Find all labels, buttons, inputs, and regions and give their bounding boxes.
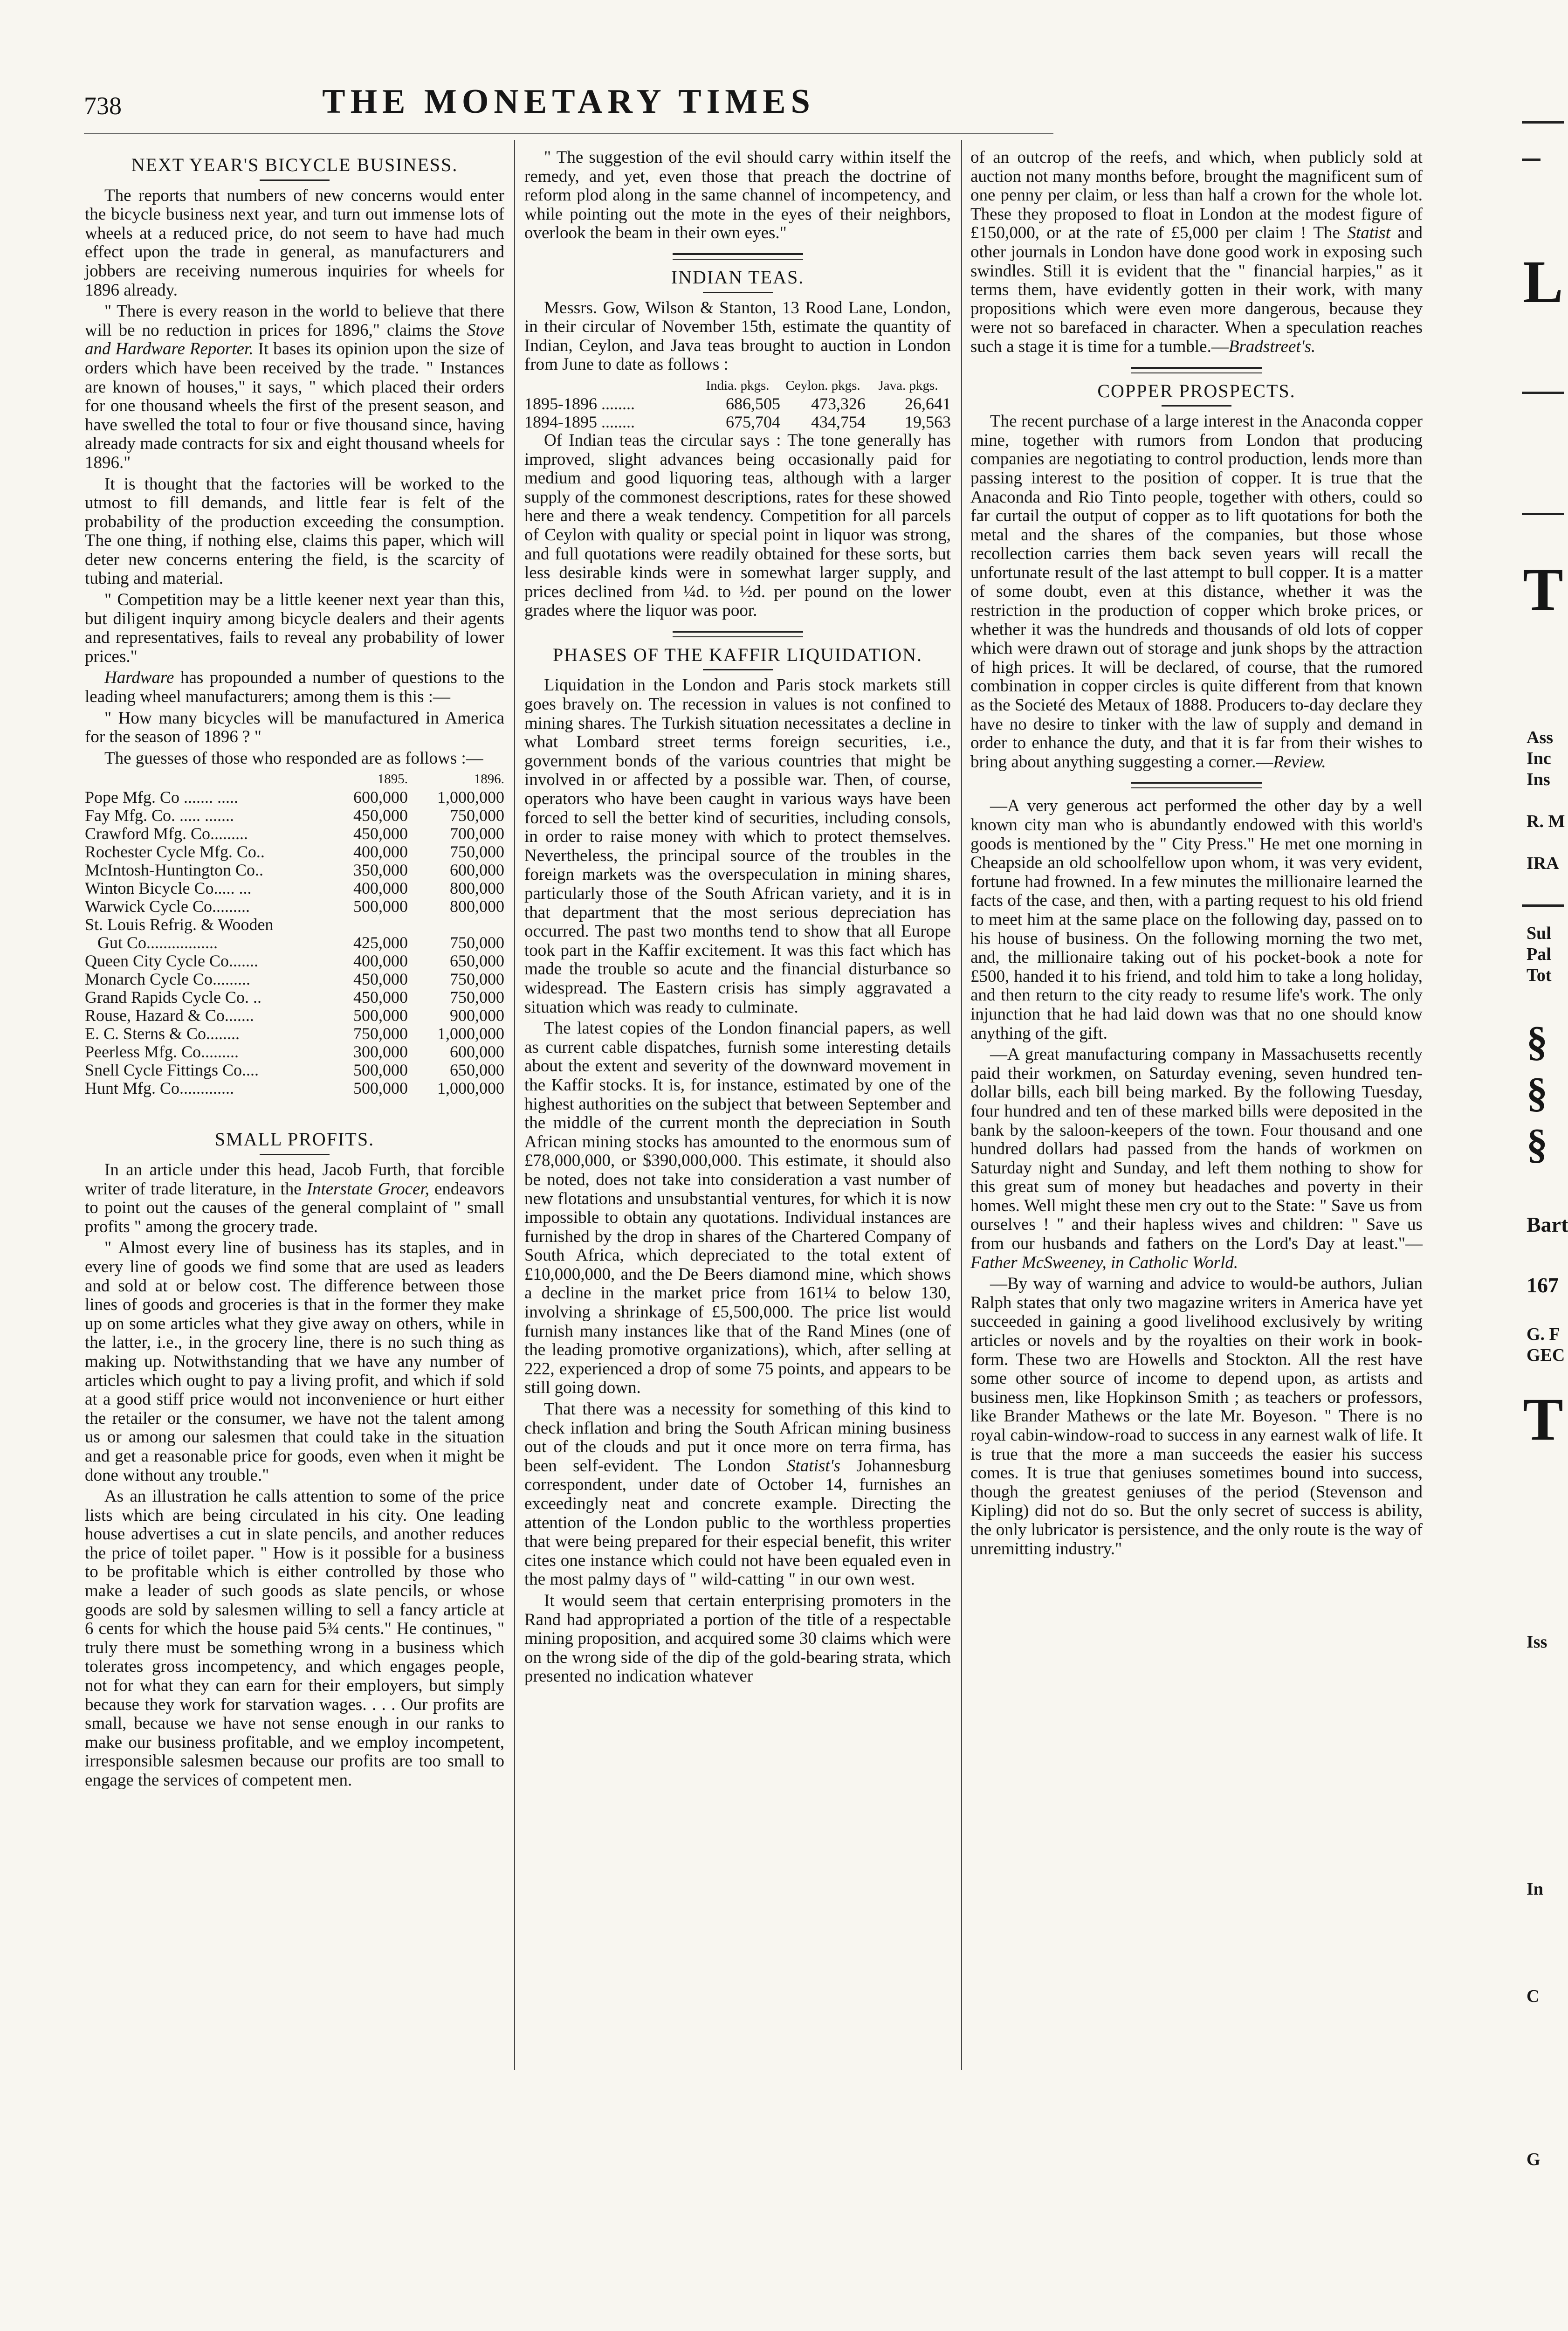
section-divider (1131, 782, 1262, 788)
paragraph: " There is every reason in the world to believe that there will be no reduction in prices for 1896," claims the Stove and Hardware Reporter. It bases its opinion upon the size of orders which have been received by the trade. " Instances are known of houses," it says, " which placed their orders for one thousand wheels the first of the present season, and have swelled the total to four or five thousand since, having already made contracts for six and eight thousand wheels for 1896." (85, 302, 504, 472)
row-label: McIntosh-Huntington Co.. (85, 861, 263, 880)
paragraph: " Competition may be a little keener next year than this, but diligent inquiry among bicycle dealers and their agents and representatives, fails to reveal any probability of lower prices." (85, 590, 504, 666)
table-row (85, 788, 504, 807)
column-divider (961, 140, 962, 2070)
column-2 (524, 148, 951, 1689)
bicycle-article-title: NEXT YEAR'S BICYCLE BUSINESS. (131, 154, 458, 175)
row-label: Peerless Mfg. Co......... (85, 1042, 239, 1062)
cell-value: 350,000 (353, 861, 408, 880)
row-label: 1895-1896 ........ (524, 394, 635, 413)
ornament-icon: § (1527, 1070, 1547, 1116)
cell-value: 650,000 (450, 1061, 504, 1080)
table-row (85, 807, 504, 825)
indian-teas-title: INDIAN TEAS. (671, 266, 805, 288)
row-label: Crawford Mfg. Co......... (85, 824, 248, 843)
cell-value: 900,000 (450, 1006, 504, 1025)
table-row (85, 843, 504, 861)
adjacent-fragment: GEC (1527, 1345, 1565, 1365)
adjacent-fragment: Iss (1527, 1632, 1547, 1652)
adjacent-fragment: Pal (1527, 945, 1551, 964)
cell-value: 750,000 (450, 842, 504, 862)
paragraph: " How many bicycles will be manufactured in America for the season of 1896 ? " (85, 708, 504, 747)
paragraph: Messrs. Gow, Wilson & Stanton, 13 Rood Lane, London, in their circular of November 15th, estimate the quantity of Indian, Ceylon, and Java teas brought to auction in London from June to date as follows : (524, 298, 951, 374)
bicycle-estimates-table (85, 770, 504, 1097)
adjacent-fragment: Bart (1527, 1213, 1568, 1236)
row-label: Winton Bicycle Co..... ... (85, 879, 252, 898)
ornament-icon: § (1527, 1121, 1547, 1167)
title-rule (703, 669, 773, 670)
row-label: 1894-1895 ........ (524, 412, 635, 431)
table-row (85, 934, 504, 952)
ornament-icon: § (1527, 1019, 1547, 1065)
cell-value: 1,000,000 (437, 1024, 504, 1043)
cell-value: 686,505 (726, 394, 780, 413)
cell-value: 400,000 (353, 842, 408, 862)
column-3 (970, 148, 1423, 1561)
cell-value: 450,000 (353, 970, 408, 989)
table-row (85, 1025, 504, 1043)
adjacent-fragment: Tot (1527, 966, 1552, 985)
row-label: Warwick Cycle Co......... (85, 897, 250, 916)
cell-value: 1,000,000 (437, 1079, 504, 1098)
adjacent-fragment: R. M (1527, 812, 1565, 831)
paragraph: In an article under this head, Jacob Furth, that forcible writer of trade literature, in the Interstate Grocer, endeavors to point out the causes of the general complaint of " small profits " among the grocery trade. (85, 1160, 504, 1236)
cell-value: 500,000 (353, 1061, 408, 1080)
small-profits-title: SMALL PROFITS. (214, 1129, 375, 1150)
cell-value: 750,000 (450, 933, 504, 952)
table-row (85, 897, 504, 916)
row-label: Snell Cycle Fittings Co.... (85, 1061, 259, 1080)
cell-value: 800,000 (450, 879, 504, 898)
row-label: Rouse, Hazard & Co....... (85, 1006, 254, 1025)
paragraph: Hardware has propounded a number of questions to the leading wheel manufacturers; among them is this :— (85, 668, 504, 707)
table-row (85, 970, 504, 988)
column-1 (85, 148, 504, 1793)
section-divider (673, 631, 803, 637)
cell-value: 450,000 (353, 988, 408, 1007)
cell-value: 450,000 (353, 806, 408, 825)
cell-value: 750,000 (450, 806, 504, 825)
table-header: Ceylon. pkgs. (785, 378, 860, 393)
table-row (85, 952, 504, 970)
table-row (85, 825, 504, 843)
adjacent-fragment: In (1527, 1879, 1543, 1899)
cell-value: 500,000 (353, 1079, 408, 1098)
adjacent-fragment: G. F (1527, 1324, 1560, 1344)
adjacent-page-fragment (1517, 84, 1568, 2322)
tea-auction-table (524, 377, 951, 431)
paragraph: The guesses of those who responded are as follows :— (104, 748, 483, 768)
cell-value: 400,000 (353, 952, 408, 971)
adjacent-fragment: Inc (1527, 749, 1551, 768)
adjacent-fragment: Ins (1527, 770, 1550, 789)
cell-value: 425,000 (353, 933, 408, 952)
row-label: Grand Rapids Cycle Co. .. (85, 988, 261, 1007)
title-rule (1162, 405, 1231, 407)
paragraph: —A great manufacturing company in Massachusetts recently paid their workmen, on Saturday evening, seven hundred ten-dollar bills, each bill being marked. By the following Tuesday, four hundred and ten of these marked bills were deposited in the bank by the saloon-keepers of the town. Four thousand and one hundred dollars had passed from the hands of workmen on Saturday night and Sunday, and left them nothing to show for this great sum of money but headaches and poverty in their homes. Well might these men cry out to the State: " Save us from ourselves ! " and their hapless wives and children: " Save us from our husbands and fathers on the Lord's Day at least."—Father McSweeney, in Catholic World. (970, 1045, 1423, 1272)
cell-value: 750,000 (450, 988, 504, 1007)
paragraph: " The suggestion of the evil should carry within itself the remedy, and yet, even those that preach the doctrine of reform plod along in the same channel of incompetency, and while pointing out the mote in the eyes of their neighbors, overlook the beam in their own eyes." (524, 148, 951, 243)
table-row (85, 1079, 504, 1097)
cell-value: 500,000 (353, 897, 408, 916)
paragraph: Of Indian teas the circular says : The tone generally has improved, slight advances being occasionally paid for medium and good liquoring teas, although with a larger supply of the commonest descriptions, rates for these showed here and there a weak tendency. Competition for all parcels of Ceylon with quality or special point in liquor was strong, and full quotations were readily obtained for these sorts, but less desirable kinds were in somewhat larger supply, and prices declined from ¼d. to ½d. per pound on the lower grades where the liquor was poor. (524, 430, 951, 621)
title-rule (260, 1154, 330, 1155)
masthead: THE MONETARY TIMES (322, 83, 815, 121)
cell-value: 26,641 (905, 394, 951, 413)
adjacent-fragment: C (1527, 1986, 1540, 2006)
section-divider (1131, 367, 1262, 373)
section-divider (673, 253, 803, 260)
table-row (85, 1043, 504, 1061)
cell-value: 400,000 (353, 879, 408, 898)
row-label: Pope Mfg. Co ....... ..... (85, 788, 239, 807)
adjacent-big-letter: T (1523, 556, 1563, 623)
cell-value: 434,754 (811, 412, 866, 431)
cell-value: 300,000 (353, 1042, 408, 1062)
table-row (85, 916, 504, 934)
adjacent-fragment: 167 (1527, 1273, 1559, 1297)
table-header: 1896. (474, 772, 504, 787)
cell-value: 700,000 (450, 824, 504, 843)
adjacent-big-letter: T (1523, 1386, 1563, 1453)
adjacent-fragment: G (1527, 2150, 1540, 2169)
cell-value: 800,000 (450, 897, 504, 916)
paragraph: —By way of warning and advice to would-be authors, Julian Ralph states that only two magazine writers in America have yet succeeded in gaining a good livelihood exclusively by writing articles or novels and by the royalties on their work in book-form. These two are Howells and Stockton. All the rest have some other source of income to depend upon, as artists and business men, like Hopkinson Smith ; as teachers or professors, like Brander Mathews or the late Mr. Boyeson. " There is no royal cabin-window-road to success in any earnest walk of life. It is true that the more a man succeeds the easier his success comes. It is true that geniuses sometimes bound into success, though the greatest geniuses of the period (Stevenson and Kipling) did not do so. But the only secret of success is ability, the only lubricator is persistence, and the only route is the way of unremitting industry." (970, 1274, 1423, 1559)
paragraph: Liquidation in the London and Paris stock markets still goes bravely on. The recession in values is not confined to mining shares. The Turkish situation necessitates a decline in what Lombard street terms foreign securities, i.e., government bonds of the various countries that might be involved in or affected by a possible war. Then, of course, operators who have been caught in various ways have been forced to sell the better kind of securities, including consols, in order to raise money with which to protect themselves. Nevertheless, the principal source of the troubles in the foreign markets was the overspeculation in mining shares, particularly those of the South African variety, and it is in that department that the most serious depreciation has occurred. The past two months tend to show that all Europe took part in the Kaffir excitement. It was this fact which has made the trouble so acute and the financial disturbance so widespread. The Eastern crisis has simply aggravated a situation which was ready to culminate. (524, 676, 951, 1017)
table-row (85, 861, 504, 879)
copper-title: COPPER PROSPECTS. (1097, 380, 1296, 401)
cell-value: 473,326 (811, 394, 866, 413)
row-label: Rochester Cycle Mfg. Co.. (85, 842, 265, 862)
table-row (524, 413, 951, 431)
table-row (85, 1061, 504, 1079)
row-label: Queen City Cycle Co....... (85, 952, 258, 971)
adjacent-fragment: Ass (1527, 728, 1554, 747)
table-row (85, 1007, 504, 1025)
cell-value: 750,000 (450, 970, 504, 989)
paragraph: of an outcrop of the reefs, and which, when publicly sold at auction not many months before, brought the magnificent sum of one penny per claim, or less than half a crown for the whole lot. These they proposed to float in London at the modest figure of £150,000, or at the rate of £5,000 per claim ! The Statist and other journals in London have done good work in exposing such swindles. Still it is evident that the " financial harpies," as it terms them, have evidently gotten in their work, with many propositions which were even more dangerous, because they were not so barefaced in character. When a speculation reaches such a stage it is time for a tumble.—Bradstreet's. (970, 148, 1423, 356)
cell-value: 500,000 (353, 1006, 408, 1025)
header-rule (84, 133, 1053, 134)
cell-value (408, 916, 504, 934)
cell-value: 19,563 (905, 412, 951, 431)
paragraph: As an illustration he calls attention to some of the price lists which are being circulated in his city. One leading house advertises a cut in slate pencils, and another reduces the price of toilet paper. " How is it possible for a business to be profitable which is either controlled by those who make a leader of such goods as slate pencils, or whose goods are sold by salesmen willing to sell a fancy article at 6 cents for which the house paid 5¾ cents." He continues, " truly there must be something wrong in a business which tolerates gross incompetency, and which engages people, not for what they can earn for their employers, but simply because they work for starvation wages. . . . Our profits are small, because we have not sense enough in our ranks to make our business profitable, and we employ incompetent, irresponsible salesmen because our profits are too small to engage the services of competent men. (85, 1487, 504, 1790)
cell-value: 600,000 (353, 788, 408, 807)
row-label: Fay Mfg. Co. ..... ....... (85, 806, 234, 825)
paragraph: The recent purchase of a large interest in the Anaconda copper mine, together with rumors from London that producing companies are negotiating to control production, lends more than passing interest to the position of copper. It is true that the Anaconda and Rio Tinto people, together with others, could so far curtail the output of copper as to lift quotations for both the metal and the shares of the companies, but those whose recollection carries them back seven years will recall the unfortunate result of the last attempt to bull copper. It is a matter of some doubt, even at this distance, whether it was the restriction in the production of copper which broke prices, or whether it was the hundreds and thousands of old lots of copper which were drawn out of storage and junk shops by the attraction of high prices. It will be declared, of course, that the rumored combination in copper circles is quite different from that known as the Societé des Metaux of 1888. Producers to-day declare they have no desire to tinker with the law of supply and demand in order to enhance the duty, and that it is far from their wishes to bring about anything suggesting a corner.—Review. (970, 412, 1423, 772)
paragraph: It would seem that certain enterprising promoters in the Rand had appropriated a portion of the title of a respectable mining proposition, and acquired some 30 claims which were on the wrong side of the dip of the gold-bearing strata, which presented no indication whatever (524, 1591, 951, 1686)
cell-value (328, 916, 408, 934)
cell-value: 450,000 (353, 824, 408, 843)
paragraph: —A very generous act performed the other day by a well known city man who is abundantly endowed with this world's goods is mentioned by the " City Press." He met one morning in Cheapside an old schoolfellow upon whom, it was very evident, fortune had frowned. In a few minutes the millionaire learned the facts of the case, and then, with a parting request to his old friend to meet him at the same place on the following day, passed on to his house of business. On the following morning the two met, and, the millionaire taking out of his pocket-book a note for £500, handed it to his friend, and told him to take a long holiday, and then return to the city ready to resume life's work. The only injunction that he had laid down was that no one should know anything of the gift. (970, 796, 1423, 1043)
title-rule (703, 292, 773, 293)
adjacent-big-letter: L (1523, 248, 1563, 316)
page-header (84, 78, 1053, 130)
cell-value: 1,000,000 (437, 788, 504, 807)
table-header: Java. pkgs. (878, 378, 938, 393)
row-label: Gut Co................. (85, 933, 218, 952)
page-number: 738 (84, 92, 122, 120)
table-row (85, 988, 504, 1007)
table-row (524, 395, 951, 413)
paragraph: The reports that numbers of new concerns would enter the bicycle business next year, and turn out immense lots of wheels at a reduced price, do not seem to have had much effect upon the trade in general, as manufacturers and jobbers are receiving numerous inquiries for wheels for 1896 already. (85, 186, 504, 300)
cell-value: 675,704 (726, 412, 780, 431)
table-row (85, 879, 504, 897)
paragraph: It is thought that the factories will be worked to the utmost to fill demands, and little fear is felt of the probability of the production exceeding the consumption. The one thing, if nothing else, claims this paper, which will deter new concerns entering the field, is the scarcity of tubing and material. (85, 474, 504, 588)
cell-value: 750,000 (353, 1024, 408, 1043)
cell-value: 600,000 (450, 1042, 504, 1062)
cell-value: 600,000 (450, 861, 504, 880)
adjacent-fragment: Sul (1527, 924, 1551, 943)
cell-value: 650,000 (450, 952, 504, 971)
row-label: Monarch Cycle Co......... (85, 970, 250, 989)
paragraph: " Almost every line of business has its staples, and in every line of goods we find some that are used as leaders and sold at or below cost. The difference between those lines of goods and groceries is that in the former they make up on some articles what they give away on others, while in the latter, i.e., in the grocery line, there is no such thing as making up. Notwithstanding that we have any number of articles which ought to pay a living profit, and which if sold at a good stiff price would not inconvenience or hurt either the retailer or the consumer, we have not the talent among us or among our salesmen that could take in the situation and get a reasonable price for goods, even when it might be done without any trouble." (85, 1238, 504, 1485)
row-label: E. C. Sterns & Co........ (85, 1024, 240, 1043)
kaffir-title: PHASES OF THE KAFFIR LIQUIDATION. (552, 644, 923, 665)
title-rule (260, 179, 330, 181)
row-label: Hunt Mfg. Co............. (85, 1079, 234, 1098)
column-divider (514, 140, 515, 2070)
paragraph: That there was a necessity for something of this kind to check inflation and bring the South African mining business out of the clouds and put it once more on terra firma, has been self-evident. The London Statist's Johannesburg correspondent, under date of October 14, furnishes an exceedingly neat and concrete example. Directing the attention of the London public to the worthless properties that were being prepared for their especial benefit, this writer cites one instance which could not have been equaled even in the most palmy days of " wild-catting " in our own west. (524, 1400, 951, 1589)
adjacent-fragment: IRA (1527, 854, 1559, 873)
row-label: St. Louis Refrig. & Wooden (85, 915, 274, 934)
table-header: 1895. (377, 772, 408, 787)
paragraph: The latest copies of the London financial papers, as well as current cable dispatches, furnish some interesting details about the extent and severity of the downward movement in the Kaffir stocks. It is, for instance, estimated by one of the highest authorities on the subject that between September and the middle of the current month the depreciation in South African mining stocks has amounted to the enormous sum of £78,000,000, or $390,000,000. This estimate, it should also be noted, does not take into consideration a vast number of new flotations and unsubstantial ventures, for which it is now impossible to obtain any quotations. Individual instances are furnished by the drop in shares of the Chartered Company of South Africa, which depreciated to the total extent of £10,000,000, and the De Beers diamond mine, which shows a decline in the market price from 161¼ to below 130, involving a shrinkage of £5,500,000. The price list would furnish many instances like that of the Rand Mines (one of the leading promotive organizations), which, after selling at 222, experienced a drop of some 75 points, and appears to be still going down. (524, 1019, 951, 1398)
table-header: India. pkgs. (706, 378, 770, 393)
